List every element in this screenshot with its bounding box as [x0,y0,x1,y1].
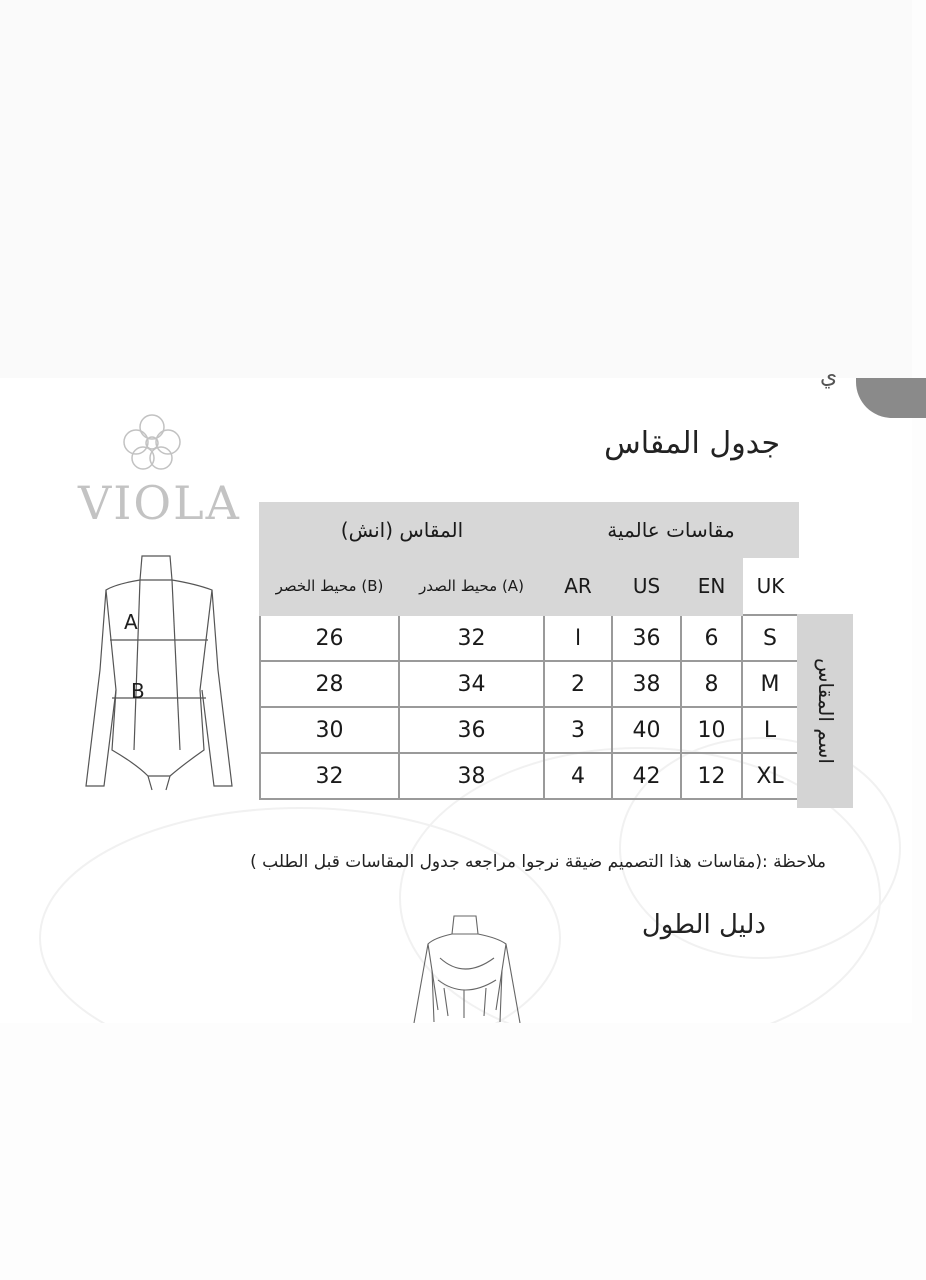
table-row [260,661,798,707]
waist-cell: 28 [260,661,399,707]
us-cell: 38 [612,661,681,707]
us-cell: 42 [612,753,681,799]
chest-cell: 32 [399,615,544,661]
waist-cell: 30 [260,707,399,753]
column-us: US [612,557,681,615]
diagram-label-a: A [124,610,138,634]
en-cell: 12 [681,753,742,799]
us-cell: 36 [612,615,681,661]
bottom-blank-area [0,1023,912,1280]
chest-cell: 34 [399,661,544,707]
uk-cell: M [742,661,798,707]
column-waist: محيط الخصر (B) [260,557,399,615]
fit-note: ملاحظة :(مقاسات هذا التصميم ضيقة نرجوا مراجعه جدول المقاسات قبل الطلب ) [250,852,826,872]
diagram-label-b: B [131,679,145,703]
table-row [260,615,798,661]
corner-glyph: ي [820,364,838,389]
length-guide-title: دليل الطول [641,910,766,940]
size-chart-title: جدول المقاس [604,426,780,461]
top-blank-area [0,0,912,378]
size-name-label: اسم المقاس [814,658,838,764]
uk-cell: S [742,615,798,661]
en-cell: 6 [681,615,742,661]
chest-cell: 38 [399,753,544,799]
us-cell: 40 [612,707,681,753]
en-cell: 10 [681,707,742,753]
table-row [260,707,798,753]
en-cell: 8 [681,661,742,707]
header-international: مقاسات عالمية [544,503,798,557]
ar-cell: 2 [544,661,612,707]
waist-cell: 26 [260,615,399,661]
uk-cell: XL [742,753,798,799]
flower-logo-icon [118,412,186,472]
chest-cell: 36 [399,707,544,753]
header-measurements: المقاس (انش) [260,503,544,557]
ar-cell: 4 [544,753,612,799]
column-chest: محيط الصدر (A) [399,557,544,615]
size-chart-image [0,364,912,1023]
uk-cell: L [742,707,798,753]
bodysuit-sketch-icon [76,550,242,794]
ar-cell: 3 [544,707,612,753]
column-ar: AR [544,557,612,615]
column-en: EN [681,557,742,615]
dress-sketch-icon [404,910,530,1023]
size-table [259,502,799,800]
table-row [260,753,798,799]
brand-logo-text: VIOLA [78,476,241,530]
waist-cell: 32 [260,753,399,799]
ar-cell: ا [544,615,612,661]
column-uk: UK [756,574,785,598]
